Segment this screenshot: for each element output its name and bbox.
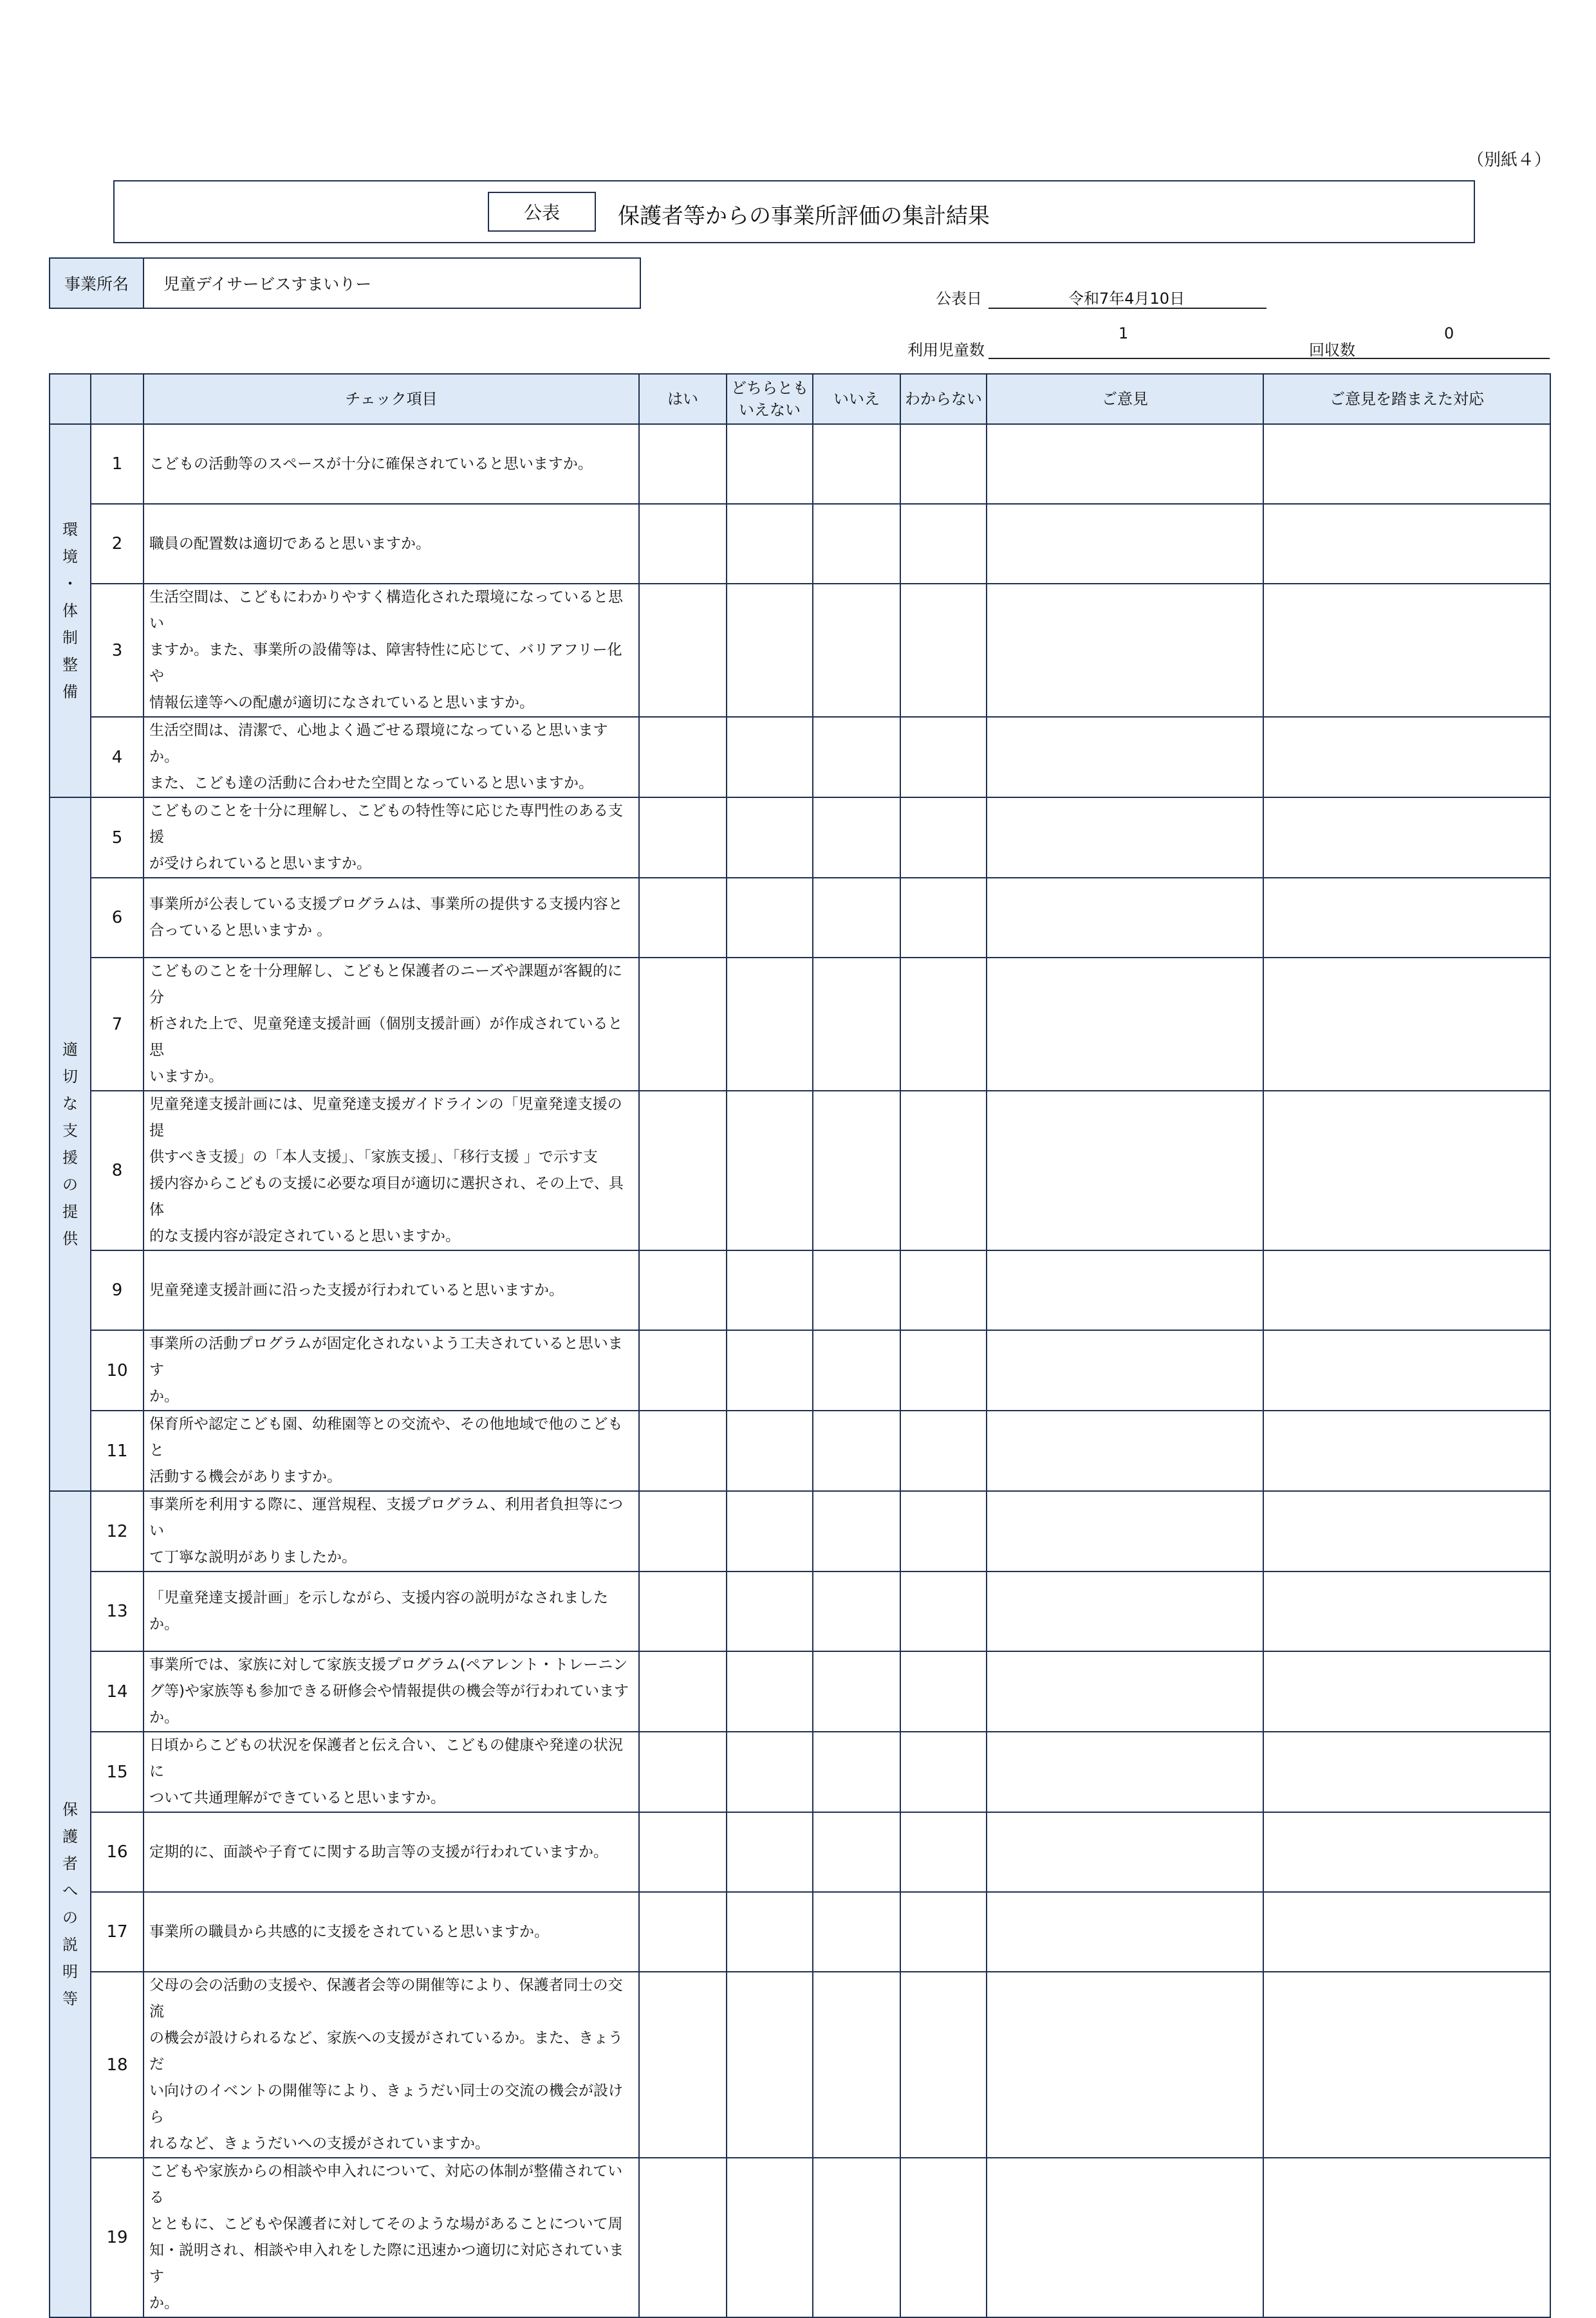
item-number: 12 <box>91 1491 144 1572</box>
opinions-cell[interactable] <box>987 1250 1263 1330</box>
category-char: 備 <box>62 683 78 701</box>
neither-cell[interactable] <box>727 584 813 717</box>
no-cell[interactable] <box>813 1732 900 1812</box>
check-item-line: 事業所の活動プログラムが固定化されないよう工夫されていると思います <box>149 1335 623 1378</box>
item-number: 19 <box>91 2158 144 2317</box>
users-count-value: 1 <box>1118 324 1129 342</box>
public-badge: 公表 <box>488 192 596 232</box>
neither-cell[interactable] <box>727 1651 813 1732</box>
opinions-cell[interactable] <box>987 878 1263 958</box>
table-row <box>50 1572 1550 1651</box>
no-cell[interactable] <box>813 424 900 504</box>
office-name: 児童デイサービスすまいりー <box>163 275 372 293</box>
unknown-cell[interactable] <box>900 1651 987 1732</box>
check-item-text <box>144 1091 639 1250</box>
no-cell[interactable] <box>813 797 900 878</box>
yes-cell[interactable] <box>639 584 727 717</box>
category-char: の <box>62 1909 78 1927</box>
users-count-label: 利用児童数 <box>907 341 985 359</box>
check-item-text <box>144 1651 639 1732</box>
neither-cell[interactable] <box>727 1250 813 1330</box>
category-char: へ <box>62 1882 78 1900</box>
category-cell <box>50 1491 91 2317</box>
check-item-text <box>144 958 639 1091</box>
no-cell[interactable] <box>813 878 900 958</box>
item-number: 2 <box>91 504 144 584</box>
yes-cell[interactable] <box>639 717 727 797</box>
unknown-cell[interactable] <box>900 2158 987 2317</box>
yes-cell[interactable] <box>639 1250 727 1330</box>
table-row <box>50 1330 1550 1411</box>
no-cell[interactable] <box>813 1091 900 1250</box>
table-row <box>50 878 1550 958</box>
category-char: 護 <box>62 1828 78 1846</box>
unknown-cell[interactable] <box>900 504 987 584</box>
check-item-line: こどもや家族からの相談や申入れについて、対応の体制が整備されている <box>149 2163 623 2206</box>
item-number: 13 <box>91 1572 144 1651</box>
response-cell[interactable] <box>1263 1491 1550 1572</box>
header-check-item: チェック項目 <box>144 374 639 424</box>
table-row <box>50 958 1550 1091</box>
check-item-text <box>144 504 639 584</box>
neither-cell[interactable] <box>727 1572 813 1651</box>
neither-cell[interactable] <box>727 1972 813 2158</box>
table-row <box>50 717 1550 797</box>
response-cell[interactable] <box>1263 584 1550 717</box>
unknown-cell[interactable] <box>900 1411 987 1491</box>
opinions-cell[interactable] <box>987 584 1263 717</box>
check-item-line: 児童発達支援計画には、児童発達支援ガイドラインの「児童発達支援の提 <box>149 1096 622 1139</box>
neither-cell[interactable] <box>727 958 813 1091</box>
response-cell[interactable] <box>1263 797 1550 878</box>
check-item-text <box>144 1972 639 2158</box>
no-cell[interactable] <box>813 717 900 797</box>
category-char: 支 <box>62 1122 78 1140</box>
check-item-text <box>144 1250 639 1330</box>
item-number: 4 <box>91 717 144 797</box>
item-number: 15 <box>91 1732 144 1812</box>
item-number: 11 <box>91 1411 144 1491</box>
check-item-text <box>144 717 639 797</box>
category-char: 制 <box>62 629 78 647</box>
check-item-line: ついて共通理解ができていると思いますか。 <box>149 1790 445 1806</box>
category-char: 体 <box>62 602 78 620</box>
yes-cell[interactable] <box>639 1572 727 1651</box>
check-item-line: こどもの活動等のスペースが十分に確保されていると思いますか。 <box>149 455 593 472</box>
opinions-cell[interactable] <box>987 1892 1263 1972</box>
evaluation-table <box>49 373 1551 2318</box>
yes-cell[interactable] <box>639 424 727 504</box>
neither-cell[interactable] <box>727 1732 813 1812</box>
opinions-cell[interactable] <box>987 1572 1263 1651</box>
neither-cell[interactable] <box>727 504 813 584</box>
responses-count-label: 回収数 <box>1309 341 1355 359</box>
yes-cell[interactable] <box>639 504 727 584</box>
check-item-line: こどものことを十分理解し、こどもと保護者のニーズや課題が客観的に分 <box>149 963 622 1006</box>
neither-cell[interactable] <box>727 1491 813 1572</box>
yes-cell[interactable] <box>639 878 727 958</box>
neither-cell[interactable] <box>727 2158 813 2317</box>
table-row <box>50 1491 1550 1572</box>
check-item-text <box>144 1732 639 1812</box>
unknown-cell[interactable] <box>900 1491 987 1572</box>
table-row <box>50 1651 1550 1732</box>
item-number: 14 <box>91 1651 144 1732</box>
counts-underline <box>988 358 1550 359</box>
category-char: 供 <box>62 1230 78 1248</box>
no-cell[interactable] <box>813 1972 900 2158</box>
item-number: 9 <box>91 1250 144 1330</box>
table-row <box>50 2158 1550 2317</box>
unknown-cell[interactable] <box>900 1572 987 1651</box>
header-no: いいえ <box>813 374 900 424</box>
unknown-cell[interactable] <box>900 717 987 797</box>
neither-cell[interactable] <box>727 424 813 504</box>
check-item-line: 事業所が公表している支援プログラムは、事業所の提供する支援内容と <box>149 896 623 913</box>
no-cell[interactable] <box>813 1491 900 1572</box>
yes-cell[interactable] <box>639 1972 727 2158</box>
neither-cell[interactable] <box>727 878 813 958</box>
unknown-cell[interactable] <box>900 584 987 717</box>
item-number: 10 <box>91 1330 144 1411</box>
neither-cell[interactable] <box>727 1330 813 1411</box>
response-cell[interactable] <box>1263 1892 1550 1972</box>
check-item-line: 活動する機会がありますか。 <box>149 1469 342 1485</box>
no-cell[interactable] <box>813 1651 900 1732</box>
no-cell[interactable] <box>813 2158 900 2317</box>
category-cell <box>50 797 91 1491</box>
header-yes: はい <box>639 374 727 424</box>
unknown-cell[interactable] <box>900 1091 987 1250</box>
response-cell[interactable] <box>1263 424 1550 504</box>
table-row <box>50 1812 1550 1892</box>
yes-cell[interactable] <box>639 797 727 878</box>
no-cell[interactable] <box>813 1330 900 1411</box>
table-row <box>50 1091 1550 1250</box>
category-char: な <box>62 1095 78 1113</box>
table-row <box>50 1892 1550 1972</box>
response-cell[interactable] <box>1263 1091 1550 1250</box>
yes-cell[interactable] <box>639 1892 727 1972</box>
opinions-cell[interactable] <box>987 424 1263 504</box>
no-cell[interactable] <box>813 958 900 1091</box>
check-item-text <box>144 797 639 878</box>
unknown-cell[interactable] <box>900 797 987 878</box>
category-char: 提 <box>62 1203 78 1221</box>
category-char: 明 <box>62 1963 78 1981</box>
category-char: 整 <box>62 656 78 674</box>
response-cell[interactable] <box>1263 958 1550 1091</box>
check-item-line: ますか。また、事業所の設備等は、障害特性に応じて、バリアフリー化や <box>149 642 622 685</box>
header-neither-line-2: いえない <box>739 401 801 419</box>
check-item-line: 日頃からこどもの状況を保護者と伝え合い、こどもの健康や発達の状況に <box>149 1737 623 1780</box>
opinions-cell[interactable] <box>987 1651 1263 1732</box>
category-char: 環 <box>62 521 78 539</box>
table-row <box>50 504 1550 584</box>
office-name-box <box>49 257 641 309</box>
check-item-line: か。 <box>149 1388 179 1405</box>
check-item-line: て丁寧な説明がありましたか。 <box>149 1549 357 1566</box>
check-item-line: 援内容からこどもの支援に必要な項目が適切に選択され、その上で、具体 <box>149 1175 624 1218</box>
check-item-text <box>144 1892 639 1972</box>
header-neither-line-1: どちらとも <box>731 379 808 397</box>
check-item-line: 職員の配置数は適切であると思いますか。 <box>149 535 431 552</box>
response-cell[interactable] <box>1263 1732 1550 1812</box>
response-cell[interactable] <box>1263 1250 1550 1330</box>
header-blank-category <box>50 374 91 424</box>
response-cell[interactable] <box>1263 1411 1550 1491</box>
category-char: 説 <box>62 1936 78 1954</box>
opinions-cell[interactable] <box>987 797 1263 878</box>
title-box <box>113 180 1475 243</box>
neither-cell[interactable] <box>727 1812 813 1892</box>
check-item-line: また、こども達の活動に合わせた空間となっていると思いますか。 <box>149 775 593 792</box>
check-item-text <box>144 584 639 717</box>
no-cell[interactable] <box>813 504 900 584</box>
response-cell[interactable] <box>1263 717 1550 797</box>
table-row <box>50 1250 1550 1330</box>
opinions-cell[interactable] <box>987 2158 1263 2317</box>
header-blank-number <box>91 374 144 424</box>
check-item-text <box>144 1812 639 1892</box>
table-row <box>50 797 1550 878</box>
check-item-line: 供すべき支援」の「本人支援」、「家族支援」、「移行支援 」で示す支 <box>149 1149 598 1165</box>
form-code: （別紙４） <box>1467 151 1552 170</box>
item-number: 3 <box>91 584 144 717</box>
response-cell[interactable] <box>1263 504 1550 584</box>
neither-cell[interactable] <box>727 717 813 797</box>
unknown-cell[interactable] <box>900 1330 987 1411</box>
check-item-line: 定期的に、面談や子育てに関する助言等の支援が行われていますか。 <box>149 1843 608 1860</box>
publish-date-label: 公表日 <box>936 290 982 308</box>
publish-date-value: 令和7年4月10日 <box>1068 290 1185 308</box>
check-item-line: い向けのイベントの開催等により、きょうだい同士の交流の機会が設けら <box>149 2082 623 2126</box>
header-opinions: ご意見 <box>987 374 1263 424</box>
neither-cell[interactable] <box>727 1892 813 1972</box>
opinions-cell[interactable] <box>987 504 1263 584</box>
no-cell[interactable] <box>813 1411 900 1491</box>
check-item-line: が受けられていると思いますか。 <box>149 855 371 872</box>
item-number: 5 <box>91 797 144 878</box>
opinions-cell[interactable] <box>987 1491 1263 1572</box>
response-cell[interactable] <box>1263 1972 1550 2158</box>
check-item-line: 生活空間は、こどもにわかりやすく構造化された環境になっていると思い <box>149 589 623 632</box>
category-char: の <box>62 1176 78 1194</box>
yes-cell[interactable] <box>639 958 727 1091</box>
responses-count-value: 0 <box>1444 324 1454 342</box>
header-response: ご意見を踏まえた対応 <box>1263 374 1550 424</box>
opinions-cell[interactable] <box>987 958 1263 1091</box>
header-unknown: わからない <box>900 374 987 424</box>
item-number: 16 <box>91 1812 144 1892</box>
no-cell[interactable] <box>813 1250 900 1330</box>
item-number: 6 <box>91 878 144 958</box>
check-item-text <box>144 878 639 958</box>
response-cell[interactable] <box>1263 2158 1550 2317</box>
unknown-cell[interactable] <box>900 958 987 1091</box>
unknown-cell[interactable] <box>900 1250 987 1330</box>
response-cell[interactable] <box>1263 1330 1550 1411</box>
check-item-line: こどものことを十分に理解し、こどもの特性等に応じた専門性のある支援 <box>149 802 623 846</box>
category-char: 保 <box>62 1801 78 1819</box>
table-row <box>50 1972 1550 2158</box>
opinions-cell[interactable] <box>987 1972 1263 2158</box>
check-item-text <box>144 1411 639 1491</box>
check-item-line: いますか。 <box>149 1068 223 1085</box>
item-number: 7 <box>91 958 144 1091</box>
no-cell[interactable] <box>813 1892 900 1972</box>
unknown-cell[interactable] <box>900 424 987 504</box>
check-item-line: 父母の会の活動の支援や、保護者会等の開催等により、保護者同士の交流 <box>149 1977 623 2020</box>
check-item-line: 知・説明され、相談や申入れをした際に迅速かつ適切に対応されています <box>149 2242 624 2285</box>
opinions-cell[interactable] <box>987 1732 1263 1812</box>
yes-cell[interactable] <box>639 1411 727 1491</box>
table-body <box>50 424 1550 2317</box>
yes-cell[interactable] <box>639 1651 727 1732</box>
check-item-line: 析された上で、児童発達支援計画（個別支援計画）が作成されていると思 <box>149 1015 623 1059</box>
check-item-line: か。 <box>149 2295 179 2312</box>
yes-cell[interactable] <box>639 1812 727 1892</box>
unknown-cell[interactable] <box>900 878 987 958</box>
unknown-cell[interactable] <box>900 1972 987 2158</box>
check-item-text <box>144 2158 639 2317</box>
check-item-text <box>144 1330 639 1411</box>
check-item-line: 事業所の職員から共感的に支援をされていると思いますか。 <box>149 1923 549 1940</box>
unknown-cell[interactable] <box>900 1812 987 1892</box>
category-char: ・ <box>62 575 78 593</box>
check-item-line: れるなど、きょうだいへの支援がされていますか。 <box>149 2135 490 2152</box>
no-cell[interactable] <box>813 1572 900 1651</box>
header-neither <box>727 374 813 424</box>
opinions-cell[interactable] <box>987 1330 1263 1411</box>
category-char: 切 <box>62 1068 78 1086</box>
item-number: 18 <box>91 1972 144 2158</box>
item-number: 1 <box>91 424 144 504</box>
yes-cell[interactable] <box>639 2158 727 2317</box>
check-item-line: の機会が設けられるなど、家族への支援がされているか。また、きょうだ <box>149 2030 623 2073</box>
check-item-line: 児童発達支援計画に沿った支援が行われていると思いますか。 <box>149 1281 564 1299</box>
table-row <box>50 424 1550 504</box>
check-item-line: 事業所では、家族に対して家族支援プログラム(ペアレント・トレーニン <box>149 1656 628 1673</box>
unknown-cell[interactable] <box>900 1732 987 1812</box>
check-item-line: とともに、こどもや保護者に対してそのような場があることについて周 <box>149 2216 623 2232</box>
category-char: 援 <box>62 1149 78 1167</box>
table-row <box>50 1732 1550 1812</box>
yes-cell[interactable] <box>639 1491 727 1572</box>
neither-cell[interactable] <box>727 1411 813 1491</box>
yes-cell[interactable] <box>639 1330 727 1411</box>
check-item-line: グ等)や家族等も参加できる研修会や情報提供の機会等が行われています <box>149 1683 629 1700</box>
check-item-line: 的な支援内容が設定されていると思いますか。 <box>149 1228 460 1245</box>
table-header-row <box>50 374 1550 424</box>
yes-cell[interactable] <box>639 1091 727 1250</box>
category-char: 等 <box>62 1990 78 2008</box>
response-cell[interactable] <box>1263 1651 1550 1732</box>
check-item-text <box>144 1491 639 1572</box>
yes-cell[interactable] <box>639 1732 727 1812</box>
table-row <box>50 1411 1550 1491</box>
check-item-line: 情報伝達等への配慮が適切になされていると思いますか。 <box>149 694 534 711</box>
no-cell[interactable] <box>813 584 900 717</box>
no-cell[interactable] <box>813 1812 900 1892</box>
category-char: 者 <box>62 1855 78 1873</box>
category-char: 境 <box>62 548 78 566</box>
check-item-text <box>144 1572 639 1651</box>
opinions-cell[interactable] <box>987 717 1263 797</box>
neither-cell[interactable] <box>727 1091 813 1250</box>
check-item-line: 「児童発達支援計画」を示しながら、支援内容の説明がなされましたか。 <box>149 1590 608 1633</box>
opinions-cell[interactable] <box>987 1411 1263 1491</box>
category-cell <box>50 424 91 797</box>
item-number: 8 <box>91 1091 144 1250</box>
check-item-line: 生活空間は、清潔で、心地よく過ごせる環境になっていると思いますか。 <box>149 722 608 765</box>
table-row <box>50 584 1550 717</box>
neither-cell[interactable] <box>727 797 813 878</box>
office-label: 事業所名 <box>50 259 144 308</box>
check-item-line: 合っていると思いますか 。 <box>149 922 332 939</box>
response-cell[interactable] <box>1263 1812 1550 1892</box>
check-item-line: 保育所や認定こども園、幼稚園等との交流や、その他地域で他のこどもと <box>149 1416 623 1459</box>
check-item-text <box>144 424 639 504</box>
category-char: 適 <box>62 1041 78 1059</box>
response-cell[interactable] <box>1263 1572 1550 1651</box>
item-number: 17 <box>91 1892 144 1972</box>
opinions-cell[interactable] <box>987 1812 1263 1892</box>
unknown-cell[interactable] <box>900 1892 987 1972</box>
opinions-cell[interactable] <box>987 1091 1263 1250</box>
check-item-line: 事業所を利用する際に、運営規程、支援プログラム、利用者負担等につい <box>149 1496 623 1539</box>
page-title: 保護者等からの事業所評価の集計結果 <box>618 203 990 229</box>
check-item-line: か。 <box>149 1709 179 1726</box>
response-cell[interactable] <box>1263 878 1550 958</box>
